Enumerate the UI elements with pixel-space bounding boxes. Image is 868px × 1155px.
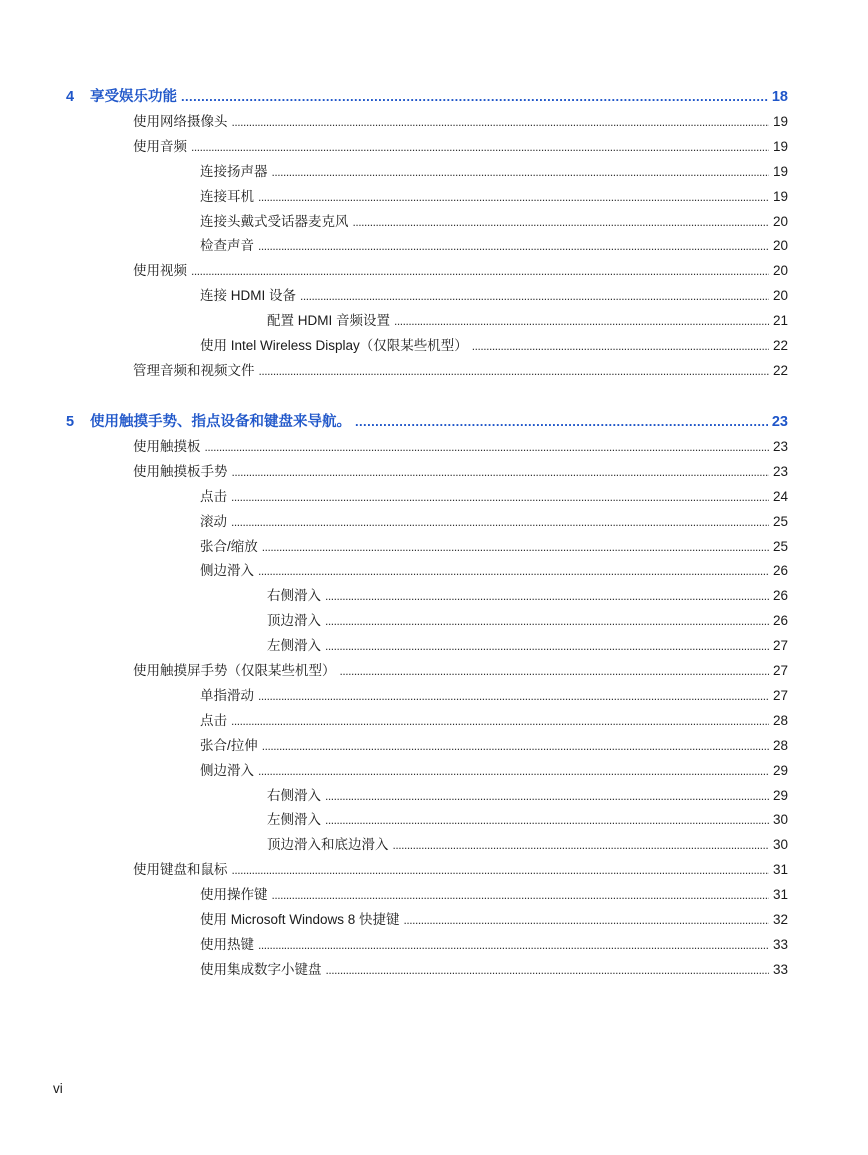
dot-leader <box>258 935 769 955</box>
toc-entry-label: 右侧滑入 <box>267 586 325 606</box>
toc-entry-label: 张合/缩放 <box>200 537 262 557</box>
dot-leader <box>393 835 769 855</box>
dot-leader <box>231 711 769 731</box>
dot-leader <box>191 261 769 281</box>
toc-entry-label: 配置 HDMI 音频设置 <box>267 311 394 331</box>
toc-entry[interactable] <box>267 311 788 331</box>
toc-entry-page-number: 19 <box>769 112 788 132</box>
dot-leader <box>325 810 769 830</box>
toc-entry-label: 侧边滑入 <box>200 761 258 781</box>
toc-entry-page-number: 19 <box>769 162 788 182</box>
toc-entry-page-number: 20 <box>769 236 788 256</box>
toc-entry-page-number: 25 <box>769 537 788 557</box>
chapter-number: 5 <box>66 414 75 430</box>
toc-entry-label: 使用触摸板手势 <box>133 462 232 482</box>
toc-entry-page-number: 20 <box>769 212 788 232</box>
dot-leader <box>300 286 769 306</box>
toc-entry[interactable] <box>133 437 788 457</box>
chapter-number: 4 <box>66 89 75 105</box>
toc-entry-page-number: 31 <box>769 885 788 905</box>
toc-entry-label: 管理音频和视频文件 <box>133 361 259 381</box>
toc-entry-label: 左侧滑入 <box>267 636 325 656</box>
dot-leader <box>231 512 769 532</box>
toc-entry[interactable] <box>200 960 788 980</box>
toc-entry-page-number: 27 <box>769 686 788 706</box>
dot-leader <box>472 336 769 356</box>
dot-leader <box>326 960 769 980</box>
toc-entry[interactable] <box>267 810 788 830</box>
dot-leader <box>258 187 769 207</box>
dot-leader <box>191 137 769 157</box>
toc-entry-page-number: 29 <box>769 761 788 781</box>
toc-entry[interactable] <box>200 910 788 930</box>
toc-entry-page-number: 28 <box>769 736 788 756</box>
toc-entry[interactable] <box>200 212 788 232</box>
toc-entry[interactable] <box>200 187 788 207</box>
toc-entry-label: 使用集成数字小键盘 <box>200 960 326 980</box>
toc-entry[interactable] <box>200 236 788 256</box>
dot-leader <box>205 437 769 457</box>
toc-entry[interactable] <box>267 786 788 806</box>
dot-leader <box>272 162 769 182</box>
toc-entry-label: 侧边滑入 <box>200 561 258 581</box>
dot-leader <box>355 412 768 432</box>
toc-entry[interactable] <box>133 661 788 681</box>
dot-leader <box>258 686 769 706</box>
toc-entry-label: 使用操作键 <box>200 885 272 905</box>
toc-entry[interactable] <box>200 736 788 756</box>
toc-entry-label: 左侧滑入 <box>267 810 325 830</box>
toc-entry-page-number: 21 <box>769 311 788 331</box>
toc-entry[interactable] <box>133 112 788 132</box>
dot-leader <box>258 236 769 256</box>
toc-entry-page-number: 23 <box>769 437 788 457</box>
toc-entry-page-number: 26 <box>769 611 788 631</box>
toc-entry-page-number: 19 <box>769 187 788 207</box>
dot-leader <box>325 636 769 656</box>
toc-entry[interactable] <box>133 137 788 157</box>
toc-entry-page-number: 26 <box>769 561 788 581</box>
toc-entry[interactable] <box>267 611 788 631</box>
toc-entry-label: 使用 Intel Wireless Display（仅限某些机型） <box>200 336 472 356</box>
toc-entry[interactable] <box>200 885 788 905</box>
dot-leader <box>353 212 769 232</box>
toc-entry[interactable] <box>200 162 788 182</box>
chapter-page-number: 23 <box>768 412 788 432</box>
footer-page-number: vi <box>53 1081 63 1096</box>
toc-entry-page-number: 28 <box>769 711 788 731</box>
dot-leader <box>258 761 769 781</box>
toc-entry[interactable] <box>200 561 788 581</box>
dot-leader <box>262 736 769 756</box>
toc-entry-label: 点击 <box>200 487 231 507</box>
toc-entry-label: 连接耳机 <box>200 187 258 207</box>
toc-entry-label: 使用键盘和鼠标 <box>133 860 232 880</box>
toc-entry[interactable] <box>267 636 788 656</box>
toc-entry-page-number: 20 <box>769 261 788 281</box>
toc-entry-page-number: 27 <box>769 636 788 656</box>
toc-entry[interactable] <box>200 487 788 507</box>
toc-entry[interactable] <box>133 462 788 482</box>
toc-entry-label: 连接 HDMI 设备 <box>200 286 300 306</box>
toc-entry-label: 使用视频 <box>133 261 191 281</box>
dot-leader <box>259 361 769 381</box>
toc-entry-label: 顶边滑入 <box>267 611 325 631</box>
toc-entry-label: 顶边滑入和底边滑入 <box>267 835 393 855</box>
toc-entry[interactable] <box>133 361 788 381</box>
toc-entry-page-number: 32 <box>769 910 788 930</box>
dot-leader <box>272 885 769 905</box>
dot-leader <box>262 537 769 557</box>
dot-leader <box>325 611 769 631</box>
toc-entry-label: 单指滑动 <box>200 686 258 706</box>
toc-entry[interactable] <box>200 336 788 356</box>
toc-entry[interactable] <box>267 586 788 606</box>
chapter-title: 使用触摸手势、指点设备和键盘来导航。 <box>90 412 355 432</box>
dot-leader <box>232 462 769 482</box>
toc-entry[interactable] <box>133 860 788 880</box>
toc-entry-label: 右侧滑入 <box>267 786 325 806</box>
dot-leader <box>231 487 769 507</box>
dot-leader <box>325 586 769 606</box>
toc-entry[interactable] <box>200 512 788 532</box>
toc-entry-label: 使用触摸板 <box>133 437 205 457</box>
toc-chapter-4[interactable] <box>66 87 788 107</box>
dot-leader <box>340 661 769 681</box>
dot-leader <box>181 87 768 107</box>
dot-leader <box>394 311 769 331</box>
toc-entry-page-number: 26 <box>769 586 788 606</box>
toc-entry[interactable] <box>200 711 788 731</box>
toc-entry-label: 滚动 <box>200 512 231 532</box>
toc-entry-label: 连接头戴式受话器麦克风 <box>200 212 353 232</box>
toc-entry[interactable] <box>200 537 788 557</box>
toc-entry-label: 点击 <box>200 711 231 731</box>
toc-entry[interactable] <box>200 686 788 706</box>
dot-leader <box>404 910 769 930</box>
toc-entry-page-number: 30 <box>769 835 788 855</box>
dot-leader <box>232 860 769 880</box>
toc-entry[interactable] <box>133 261 788 281</box>
toc-entry-page-number: 22 <box>769 336 788 356</box>
toc-entry-page-number: 27 <box>769 661 788 681</box>
chapter-page-number: 18 <box>768 87 788 107</box>
toc-entry-page-number: 31 <box>769 860 788 880</box>
toc-entry-label: 张合/拉伸 <box>200 736 262 756</box>
toc-entry-page-number: 22 <box>769 361 788 381</box>
chapter-title: 享受娱乐功能 <box>90 87 181 107</box>
toc-entry[interactable] <box>200 286 788 306</box>
toc-entry[interactable] <box>267 835 788 855</box>
toc-entry-label: 使用 Microsoft Windows 8 快捷键 <box>200 910 404 930</box>
dot-leader <box>325 786 769 806</box>
toc-entry-page-number: 30 <box>769 810 788 830</box>
toc-entry-page-number: 33 <box>769 935 788 955</box>
toc-entry-label: 使用音频 <box>133 137 191 157</box>
toc-entry-label: 使用触摸屏手势（仅限某些机型） <box>133 661 340 681</box>
toc-entry[interactable] <box>200 935 788 955</box>
toc-entry-page-number: 25 <box>769 512 788 532</box>
toc-entry-page-number: 29 <box>769 786 788 806</box>
toc-entry-label: 使用网络摄像头 <box>133 112 232 132</box>
toc-entry-page-number: 23 <box>769 462 788 482</box>
toc-entry-page-number: 20 <box>769 286 788 306</box>
toc-entry-label: 使用热键 <box>200 935 258 955</box>
toc-entry-page-number: 19 <box>769 137 788 157</box>
dot-leader <box>258 561 769 581</box>
toc-entry-label: 连接扬声器 <box>200 162 272 182</box>
toc-entry-page-number: 33 <box>769 960 788 980</box>
toc-entry-label: 检查声音 <box>200 236 258 256</box>
toc-entry[interactable] <box>200 761 788 781</box>
toc-chapter-5[interactable] <box>66 412 788 432</box>
dot-leader <box>232 112 769 132</box>
toc-entry-page-number: 24 <box>769 487 788 507</box>
